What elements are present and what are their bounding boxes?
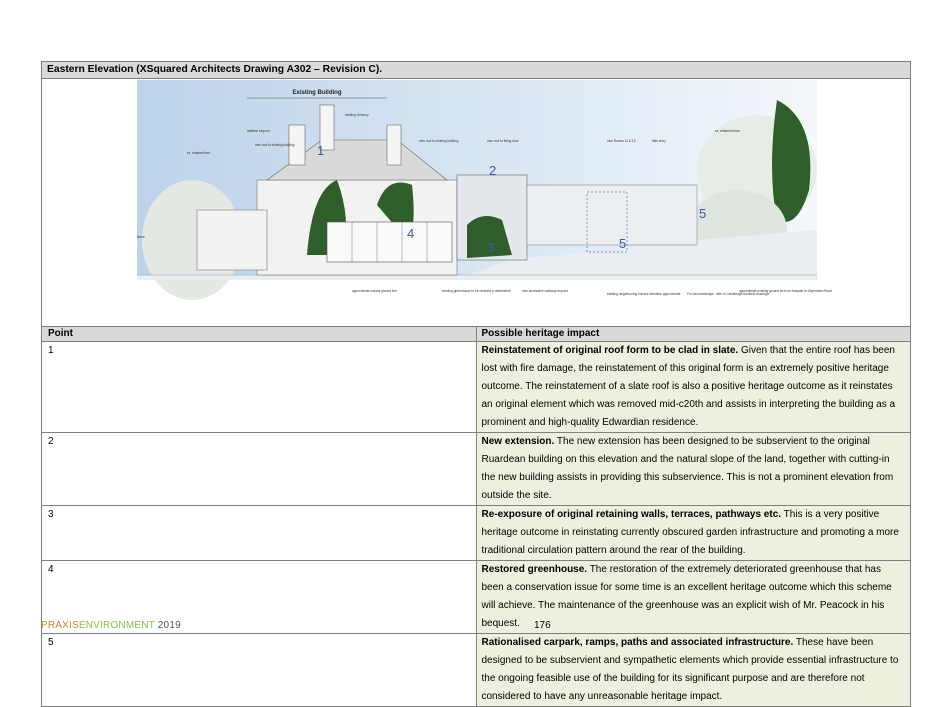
chimney-3 bbox=[387, 125, 401, 165]
annotation-14: existing neighbouring houses elevation approximate bbox=[607, 292, 681, 296]
extension-right bbox=[527, 185, 697, 245]
table-header-row bbox=[42, 62, 911, 79]
annotation-12: existing greenhouse to be retained & refurbished bbox=[442, 289, 511, 293]
table-row bbox=[42, 433, 911, 506]
label-3: 3 bbox=[487, 240, 495, 255]
table-title: Eastern Elevation (XSquared Architects Drawing A302 – Revision C). bbox=[42, 62, 911, 79]
impact-text: Given that the entire roof has been lost with fire damage, the reinstatement of this original form is an extremely positive heritage outcome. The reinstatement of a slate roof is also a positive heritage outcome as it reinstates an original element which was removed mid-c20th and assists in interpreting the building as a prominent and high-quality Edwardian residence. bbox=[481, 345, 896, 428]
annotation-2: addition beyond bbox=[247, 129, 270, 133]
table-row bbox=[42, 342, 911, 433]
column-header-impact: Possible heritage impact bbox=[476, 327, 911, 342]
label-4: 4 bbox=[407, 226, 415, 241]
footer-brand bbox=[41, 620, 181, 631]
column-header-row bbox=[42, 327, 911, 342]
annotation-10: fence bbox=[137, 235, 145, 239]
table-row bbox=[42, 634, 911, 707]
label-1: 1 bbox=[317, 143, 325, 158]
impact-description bbox=[476, 342, 911, 433]
label-5a: 5 bbox=[619, 236, 627, 251]
annotation-11: approximate natural ground line bbox=[352, 289, 397, 293]
annotation-8: flats entry bbox=[652, 139, 666, 143]
drawing-cell bbox=[42, 79, 911, 327]
impact-description bbox=[476, 506, 911, 561]
annotation-7: new Rooms 11 & 12 bbox=[607, 139, 636, 143]
impact-text: The new extension has been designed to be subservient to the original Ruardean building on this elevation and the natural slope of the land, together with cutting-in the new building assists in providing this subservience. This is not a prominent elevation from outside the site. bbox=[481, 436, 894, 501]
point-number: 1 bbox=[42, 342, 477, 433]
point-number: 3 bbox=[42, 506, 477, 561]
point-number: 2 bbox=[42, 433, 477, 506]
impact-description bbox=[476, 634, 911, 707]
annotation-5: new roof to existing building bbox=[419, 139, 459, 143]
annotation-1: existing chimney bbox=[345, 113, 369, 117]
column-header-point: Point bbox=[42, 327, 477, 342]
drawing-row bbox=[42, 79, 911, 327]
label-2: 2 bbox=[489, 163, 497, 178]
annotation-15: For new landscape, refer to Landscape Architect drawings bbox=[687, 292, 770, 296]
impact-text: This is a very positive heritage outcome in reinstating currently obscured garden infrastructure and promoting a more traditional circulation pattern around the rear of the building. bbox=[481, 509, 899, 556]
drawing-title: Existing Building bbox=[292, 90, 342, 96]
annotation-4: ex. retained tree bbox=[187, 151, 211, 155]
annotation-16: approximate existing ground level on footpath to Glynhafren Road bbox=[739, 289, 832, 293]
brand-environment: ENVIRONMENT bbox=[78, 620, 155, 631]
annotation-9: ex. retained trees bbox=[715, 129, 740, 133]
impact-heading: Reinstatement of original roof form to be clad in slate. bbox=[481, 345, 739, 356]
impact-heading: New extension. bbox=[481, 436, 555, 447]
annotation-6: new roof to fitting door bbox=[487, 139, 519, 143]
impact-heading: Restored greenhouse. bbox=[481, 564, 588, 575]
impact-text: These have been designed to be subservient and sympathetic elements which provide essential infrastructure to the ongoing feasible use of the building for its significant purpose and are therefore not considered to have any unreasonable heritage impact. bbox=[481, 637, 899, 702]
impact-heading: Re-exposure of original retaining walls, terraces, pathways etc. bbox=[481, 509, 782, 520]
extension-block bbox=[327, 222, 452, 262]
eastern-elevation-drawing bbox=[137, 80, 832, 326]
page-number: 176 bbox=[534, 620, 551, 631]
impact-text: The restoration of the extremely deteriorated greenhouse that has been a conservation issue for some time is an excellent heritage outcome which this scheme will achieve. The maintenance of the greenhouse was an explicit wish of Mr. Peacock in his bequest. bbox=[481, 564, 892, 629]
heritage-table bbox=[41, 61, 911, 707]
annotation-13: new accessible walkway beyond bbox=[522, 289, 568, 293]
brand-praxis: PRAXIS bbox=[41, 620, 79, 631]
table-row bbox=[42, 506, 911, 561]
point-number: 5 bbox=[42, 634, 477, 707]
impact-description bbox=[476, 433, 911, 506]
label-5b: 5 bbox=[699, 206, 707, 221]
brand-year: 2019 bbox=[154, 620, 181, 631]
annotation-3: new roof to existing building bbox=[255, 143, 295, 147]
porch bbox=[197, 210, 267, 270]
point-number: 4 bbox=[42, 561, 477, 634]
impact-heading: Rationalised carpark, ramps, paths and associated infrastructure. bbox=[481, 637, 794, 648]
